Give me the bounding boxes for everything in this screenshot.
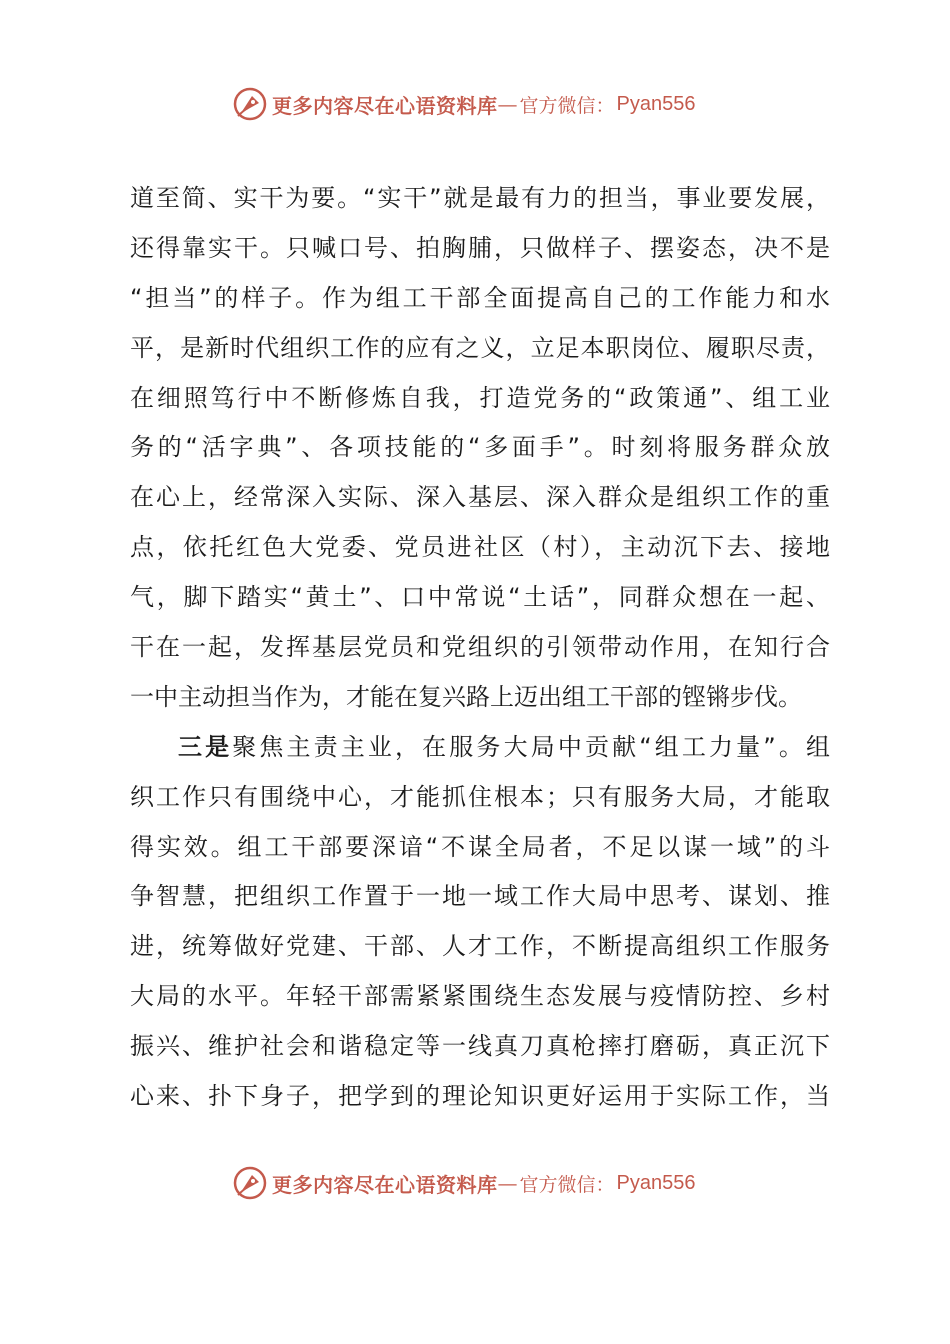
text-line-first [130,723,830,773]
footer-banner [232,1163,752,1203]
text-line: 还得靠实干。只喊口号、拍胸脯，只做样子、摆姿态，决不是 [130,233,830,262]
banner-title: 更多内容尽在心语资料库 [272,1172,498,1197]
text-line: 心来、扑下身子，把学到的理论知识更好运用于实际工作，当 [130,1082,830,1111]
text-line: 大局的水平。年轻干部需紧紧围绕生态发展与疫情防控、乡村 [130,982,830,1011]
paragraph-lead: 三是 [178,732,233,761]
text-line: 织工作只有围绕中心，才能抓住根本；只有服务大局，才能取 [130,782,830,811]
text-line: 振兴、维护社会和谐稳定等一线真刀真枪摔打磨砺，真正沉下 [130,1032,830,1061]
text-line: 得实效。组工干部要深谙“不谋全局者，不足以谋一域”的斗 [130,832,830,861]
banner-separator: — [497,1171,518,1195]
banner-wechat-id: Pyan556 [616,1171,696,1194]
text-line: 在细照笃行中不断修炼自我，打造党务的“政策通”、组工业 [130,383,830,412]
banner-wechat-label: 官方微信： [519,1173,615,1196]
text-line: 点，依托红色大党委、党员进社区（村），主动沉下去、接地 [130,533,830,562]
banner-wechat-label: 官方微信： [519,94,615,117]
text-line: “担当”的样子。作为组工干部全面提高自己的工作能力和水 [130,283,830,312]
pen-nib-logo-icon [232,1165,268,1201]
paragraph-1 [130,174,830,723]
text-line: 平，是新时代组织工作的应有之义，立足本职岗位、履职尽责， [130,333,830,362]
banner-separator: — [497,92,518,116]
text-line: 干在一起，发挥基层党员和党组织的引领带动作用，在知行合 [130,633,830,662]
pen-nib-logo-icon [232,86,268,122]
header-banner [232,84,752,124]
text-line: 气，脚下踏实“黄土”、口中常说“土话”，同群众想在一起、 [130,583,830,612]
text-line: 道至简、实干为要。“实干”就是最有力的担当，事业要发展， [130,184,830,212]
text-line: 在心上，经常深入实际、深入基层、深入群众是组织工作的重 [130,483,830,512]
paragraph-2 [130,723,830,1122]
banner-title: 更多内容尽在心语资料库 [272,93,498,118]
text-line: 争智慧，把组织工作置于一地一域工作大局中思考、谋划、推 [130,882,830,911]
document-body [130,174,830,1122]
text-line: 进，统筹做好党建、干部、人才工作，不断提高组织工作服务 [130,932,830,961]
text-line: 务的“活字典”、各项技能的“多面手”。时刻将服务群众放 [130,433,830,462]
banner-wechat-id: Pyan556 [616,92,696,115]
text-line: 一中主动担当作为，才能在复兴路上迈出组工干部的铿锵步伐。 [130,682,802,711]
paragraph-first-line-text: 聚焦主责主业，在服务大局中贡献“组工力量”。组 [232,732,830,761]
